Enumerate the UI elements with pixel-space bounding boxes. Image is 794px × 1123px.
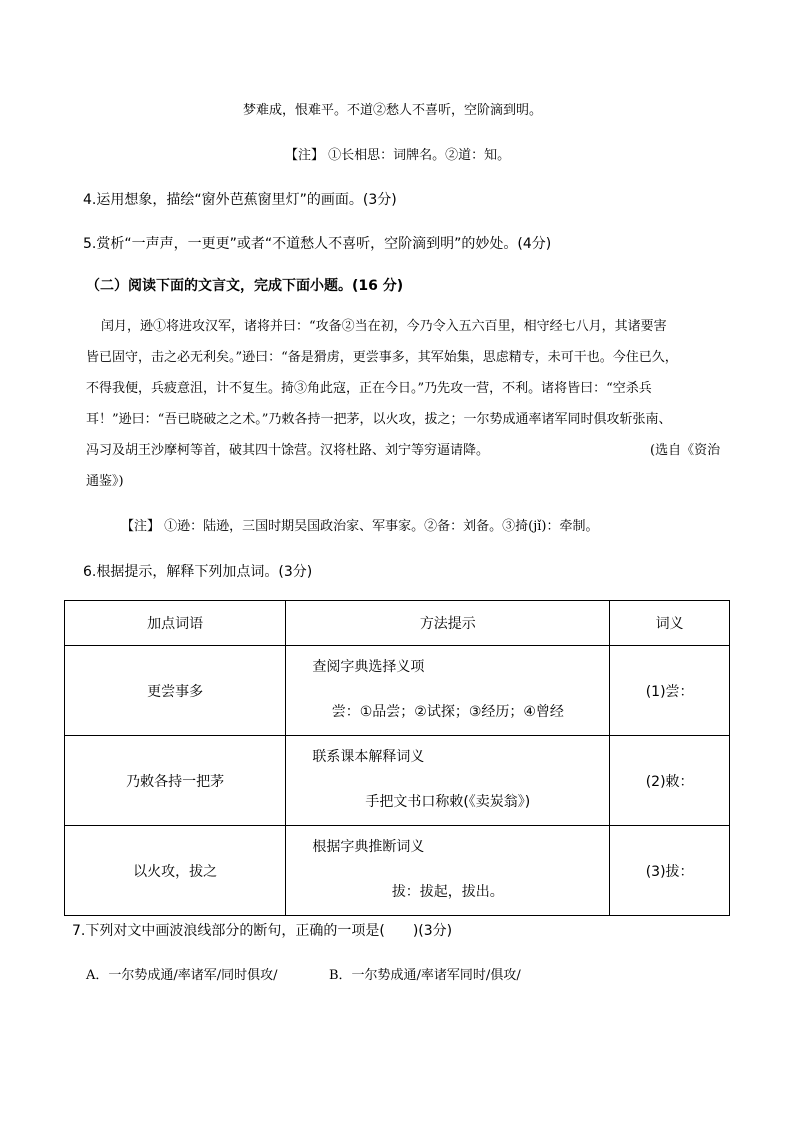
hint-detail: 手把文书口称敕(《卖炭翁》) <box>365 794 531 810</box>
meaning-cell: (1)尝： <box>610 646 730 736</box>
meaning-cell: (2)敕： <box>610 736 730 826</box>
passage-line-5: 冯习及胡王沙摩柯等首，破其四十馀营。汉将杜路、刘宁等穷逼请降。 <box>86 443 490 458</box>
q7-option-b: B．一尔势成通/率诸军同时/俱攻/ <box>329 968 521 983</box>
hint-cell <box>286 646 610 736</box>
passage-source-start: (选自《资治 <box>650 443 721 458</box>
passage-line-1: 闰月，逊①将进攻汉军，诸将并曰：“攻备②当在初，今乃令入五六百里，相守经七八月，其诸要害 <box>101 319 667 334</box>
question-7: 7.下列对文中画波浪线部分的断句，正确的一项是( )(3分) <box>72 923 453 939</box>
passage-source-end: 通鉴》) <box>86 474 124 489</box>
meaning-cell: (3)拔： <box>610 826 730 916</box>
header-hint: 方法提示 <box>286 601 610 646</box>
hint-detail: 拔：拔起，拔出。 <box>391 884 504 900</box>
table-row <box>65 826 730 916</box>
passage-line-4: 耳！”逊曰：“吾已晓破之之术。”乃敕各持一把茅，以火攻，拔之；一尔势成通率诸军同时俱攻斩张南、 <box>86 412 672 427</box>
poem-note: 【注】 ①长相思：词牌名。②道：知。 <box>285 148 511 163</box>
header-phrase: 加点词语 <box>65 601 286 646</box>
phrase-cell: 以火攻，拔之 <box>65 826 286 916</box>
header-meaning: 词义 <box>610 601 730 646</box>
hint-cell <box>286 826 610 916</box>
question-6: 6.根据提示，解释下列加点词。(3分) <box>83 564 313 580</box>
phrase-cell: 更尝事多 <box>65 646 286 736</box>
section-2-title: （二）阅读下面的文言文，完成下面小题。(16 分) <box>86 278 404 294</box>
passage-line-2: 皆已固守，击之必无利矣。”逊曰：“备是猾虏，更尝事多，其军始集，思虑精专，未可干也。今住已久， <box>86 350 678 365</box>
hint-cell <box>286 736 610 826</box>
question-5: 5.赏析“一声声，一更更”或者“不道愁人不喜听，空阶滴到明”的妙处。(4分) <box>83 236 552 252</box>
poem-last-line: 梦难成，恨难平。不道②愁人不喜听，空阶滴到明。 <box>243 103 543 118</box>
hint-title: 根据字典推断词义 <box>312 839 425 855</box>
passage-note: 【注】 ①逊：陆逊，三国时期吴国政治家、军事家。②备：刘备。③掎(jǐ)：牵制。 <box>121 519 599 534</box>
question-4: 4.运用想象，描绘“窗外芭蕉窗里灯”的画面。(3分) <box>83 192 397 208</box>
hint-detail: 尝：①品尝；②试探；③经历；④曾经 <box>331 704 564 720</box>
q7-option-a: A．一尔势成通/率诸军/同时俱攻/ <box>86 968 278 983</box>
vocabulary-table <box>64 600 730 916</box>
table-row <box>65 736 730 826</box>
table-row <box>65 646 730 736</box>
phrase-cell: 乃敕各持一把茅 <box>65 736 286 826</box>
table-header-row <box>65 601 730 646</box>
hint-title: 查阅字典选择义项 <box>312 659 425 675</box>
hint-title: 联系课本解释词义 <box>312 749 425 765</box>
passage-line-3: 不得我便，兵疲意沮，计不复生。掎③角此寇，正在今日。”乃先攻一营，不利。诸将皆曰：“空杀兵 <box>86 381 652 396</box>
